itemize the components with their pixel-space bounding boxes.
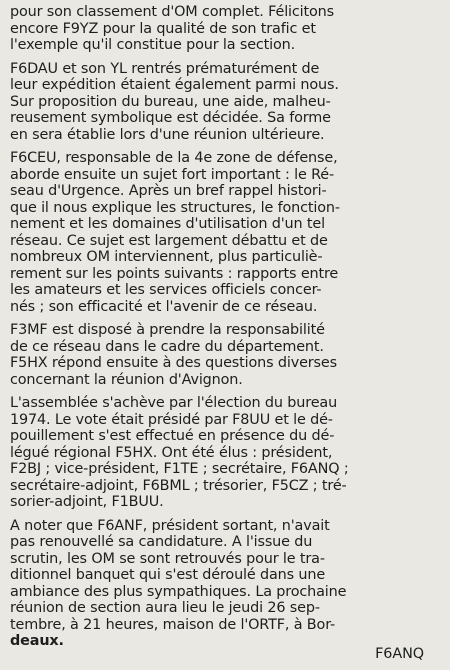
paragraph-5 [10,395,440,511]
paragraph-6 [10,518,440,650]
text-line: seau d'Urgence. Après un bref rappel histori- [10,183,327,199]
text-line: ambiance des plus sympathiques. La prochaine [10,583,347,600]
text-line: aborde ensuite un sujet fort important : le Ré- [10,166,335,183]
text-line: pas renouvellé sa candidature. A l'issue du [10,534,313,550]
text-line-last: deaux. [10,633,64,649]
text-line: pour son classement d'OM complet. Félicitons [10,4,334,20]
text-line: A noter que F6ANF, président sortant, n'avait [10,517,330,534]
text-line: reusement symbolique est décidée. Sa forme [10,110,331,126]
text-line: l'exemple qu'il constitue pour la section. [10,37,296,53]
text-line: Sur proposition du bureau, une aide, malheu- [10,93,331,110]
text-line: nement et les domaines d'utilisation d'un tel [10,216,325,232]
text-line: sorier-adjoint, F1BUU. [10,494,164,510]
text-line: F6DAU et son YL rentrés prématurément de [10,60,320,77]
text-line: scrutin, les OM se sont retrouvés pour le tra- [10,550,325,567]
paragraph-4 [10,322,440,388]
text-line: rement sur les points suivants : rapports entre [10,265,339,282]
text-line: pouillement s'est effectué en présence du dé- [10,428,335,444]
text-line: que il nous explique les structures, le fonction- [10,199,340,216]
paragraph-2 [10,61,440,144]
text-line: en sera établie lors d'une réunion ultérieure. [10,126,325,143]
text-line: de ce réseau dans le cadre du département. [10,338,324,355]
text-line: encore F9YZ pour la qualité de son trafic et [10,20,316,37]
text-line: ditionnel banquet qui s'est déroulé dans une [10,567,326,583]
author-signature: F6ANQ [375,646,424,662]
text-line: les amateurs et les services officiels concer- [10,282,322,298]
paragraph-1 [10,4,440,54]
text-line: légué régional F5HX. Ont été élus : président, [10,444,333,461]
text-line: nés ; son efficacité et l'avenir de ce réseau. [10,298,318,315]
text-line: 1974. Le vote était présidé par F8UU et le dé- [10,411,333,428]
paragraph-3 [10,150,440,315]
text-line: secrétaire-adjoint, F6BML ; trésorier, F5CZ ; tré- [10,477,347,494]
text-line: nombreux OM interviennent, plus particuliè- [10,249,323,265]
text-line: tembre, à 21 heures, maison de l'ORTF, à Bor- [10,616,336,633]
text-line: F2BJ ; vice-président, F1TE ; secrétaire, F6ANQ ; [10,461,349,477]
text-line: leur expédition étaient également parmi nous. [10,77,339,93]
text-line: F5HX répond ensuite à des questions diverses [10,355,337,371]
text-line: réunion de section aura lieu le jeudi 26 sep- [10,600,320,616]
text-line: réseau. Ce sujet est largement débattu et de [10,232,328,249]
text-line: F6CEU, responsable de la 4e zone de défense, [10,150,338,166]
text-line: concernant la réunion d'Avignon. [10,371,243,388]
text-line: F3MF est disposé à prendre la responsabilité [10,322,325,338]
text-line: L'assemblée s'achève par l'élection du bureau [10,395,338,411]
